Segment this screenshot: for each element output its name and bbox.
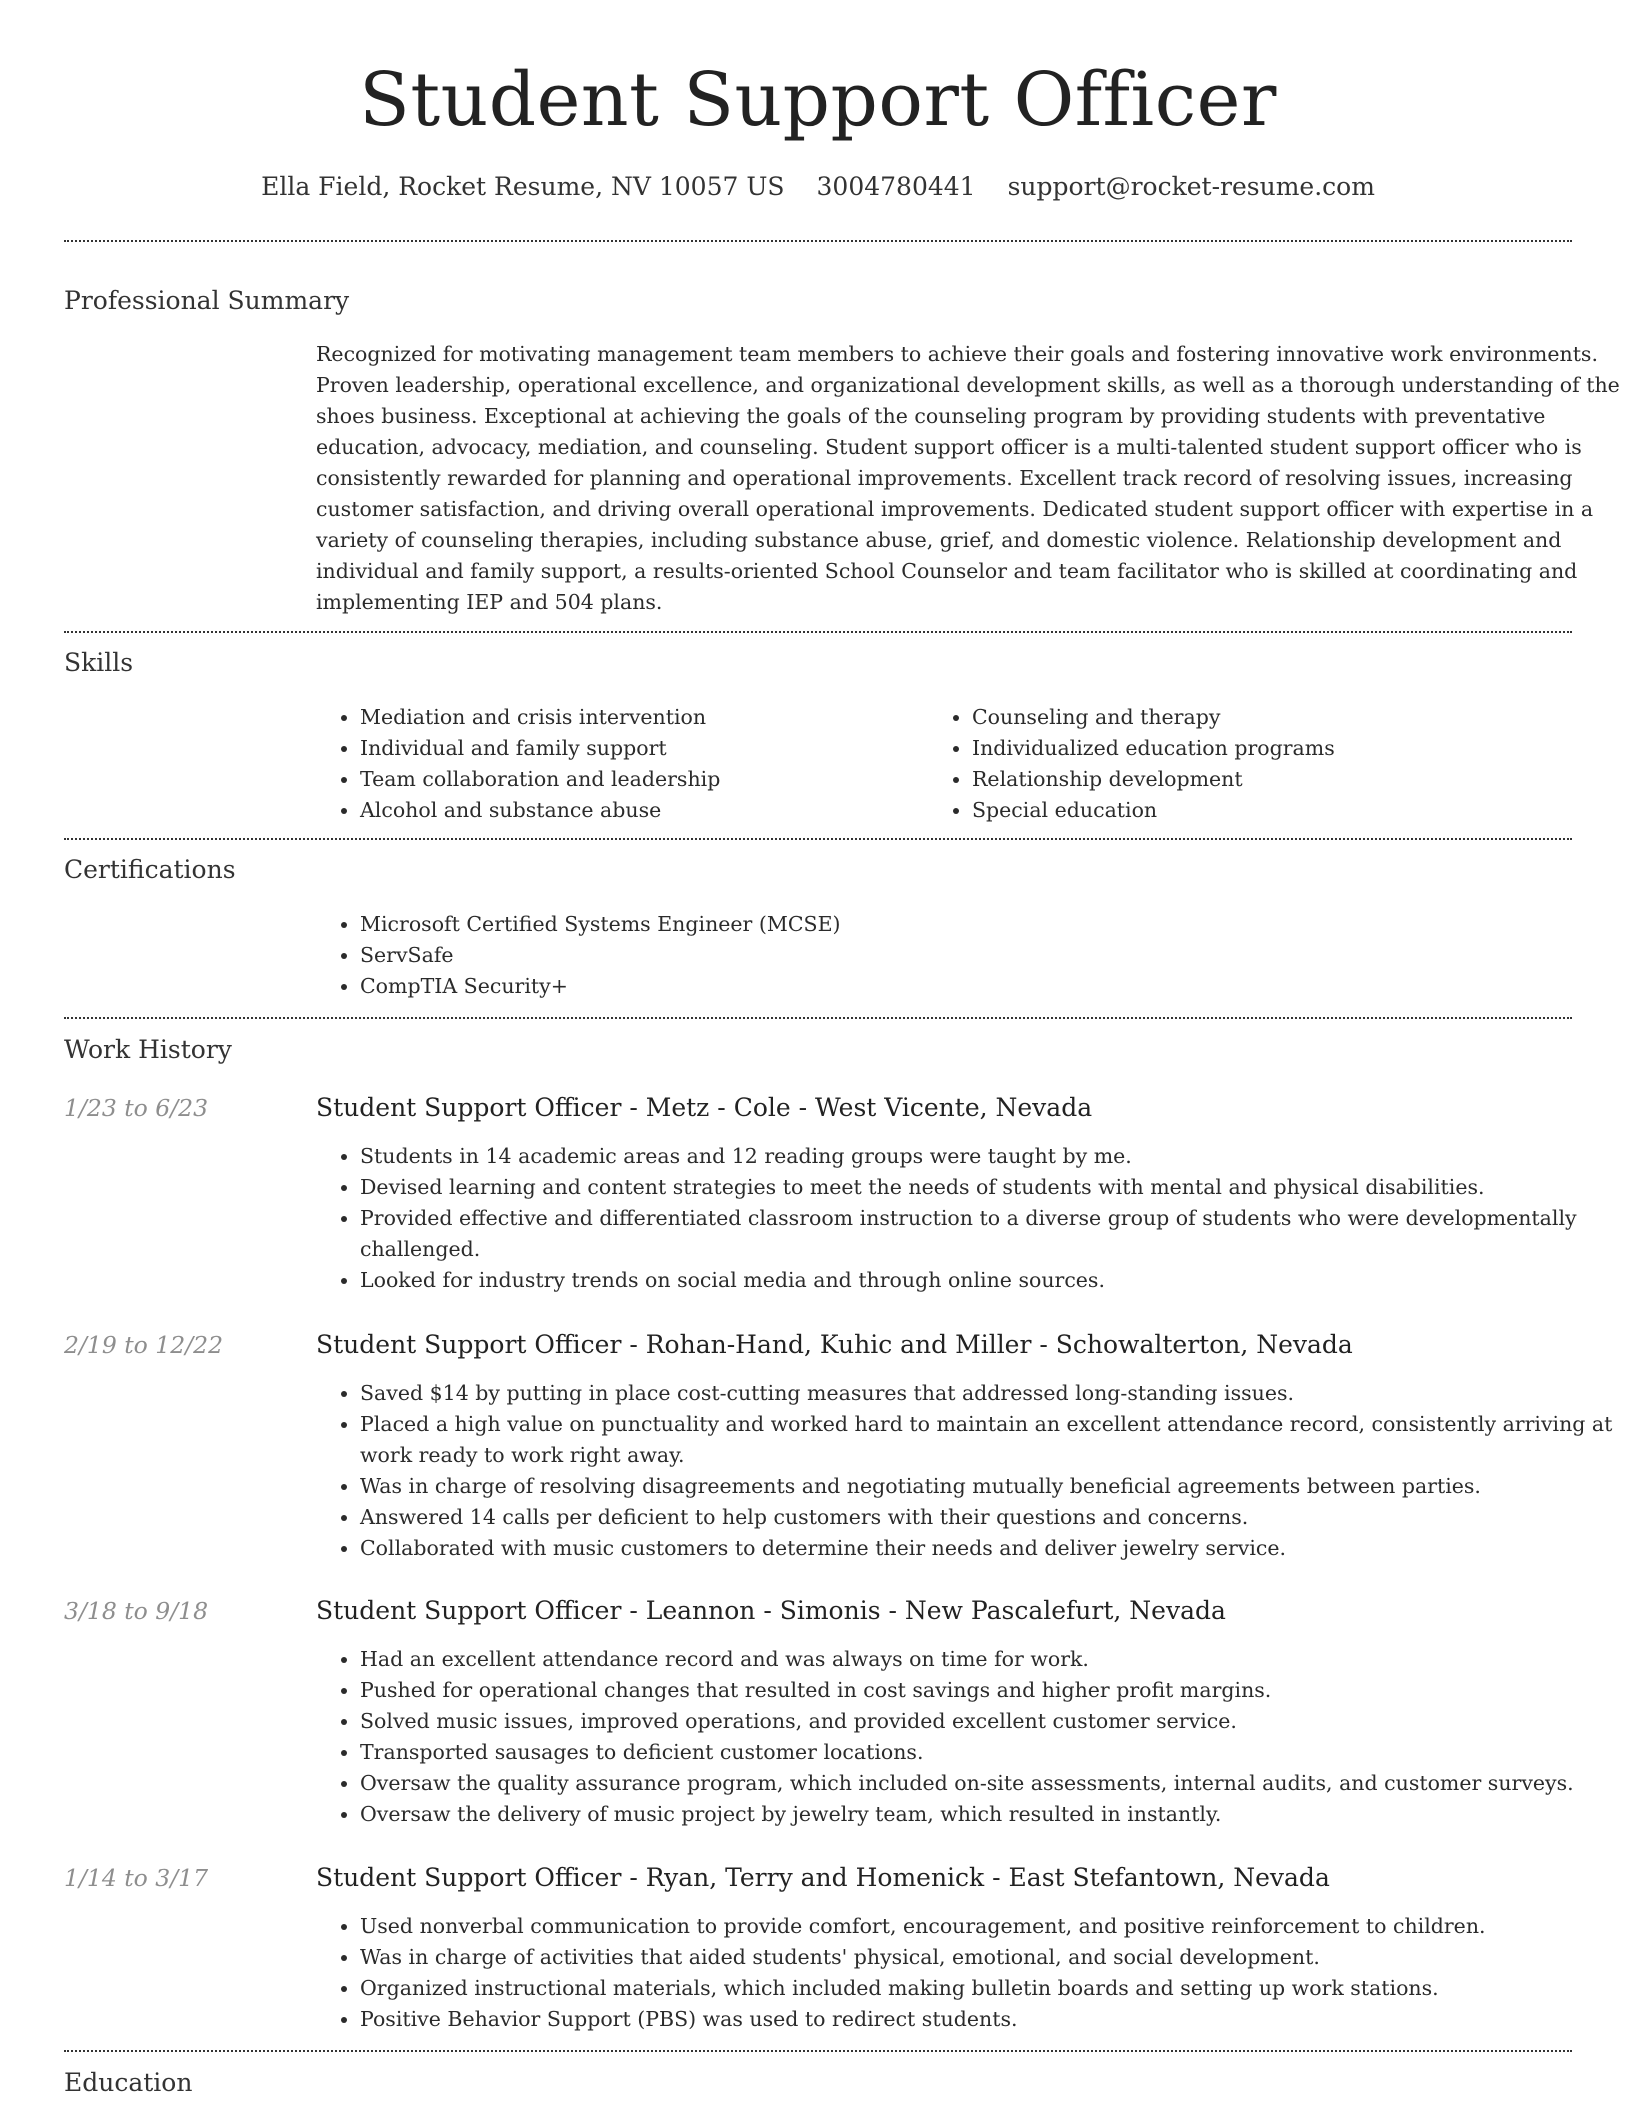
job-bullets: [316, 1141, 1632, 1296]
divider: [64, 2050, 1572, 2052]
job-bullet: • Answered 14 calls per deficient to help customers with their questions and concerns.: [360, 1502, 1632, 1533]
job-dates: 2/19 to 12/22: [64, 1331, 224, 1359]
contact-email[interactable]: support@rocket-resume.com: [1007, 172, 1375, 201]
skill-item: • Individual and family support: [360, 733, 916, 764]
job-bullet: • Collaborated with music customers to determine their needs and deliver jewelry service.: [360, 1533, 1632, 1564]
skill-item: • Team collaboration and leadership: [360, 764, 916, 795]
skill-item: • Individualized education programs: [972, 733, 1528, 764]
contact-line: [64, 170, 1572, 204]
job-bullet: • Students in 14 academic areas and 12 reading groups were taught by me.: [360, 1141, 1632, 1172]
skill-item: • Alcohol and substance abuse: [360, 795, 916, 826]
job-bullet: • Used nonverbal communication to provide comfort, encouragement, and positive reinforcement to children.: [360, 1911, 1632, 1942]
skill-item: • Relationship development: [972, 764, 1528, 795]
work-history-heading: Work History: [64, 1035, 232, 1064]
job-bullet: • Placed a high value on punctuality and worked hard to maintain an excellent attendance record, consistently arriving at work ready to work right away.: [360, 1409, 1632, 1471]
job-bullets: [316, 1378, 1632, 1564]
contact-phone: 3004780441: [816, 172, 976, 201]
job-title: Student Support Officer - Rohan-Hand, Kuhic and Miller - Schowalterton, Nevada: [316, 1330, 1353, 1359]
job-bullet: • Oversaw the delivery of music project by jewelry team, which resulted in instantly.: [360, 1799, 1632, 1830]
job-title: Student Support Officer - Ryan, Terry and Homenick - East Stefantown, Nevada: [316, 1863, 1330, 1892]
skills-column-left: [316, 702, 916, 826]
job-title: Student Support Officer - Leannon - Simonis - New Pascalefurt, Nevada: [316, 1596, 1226, 1625]
job-bullet: • Was in charge of resolving disagreements and negotiating mutually beneficial agreements between parties.: [360, 1471, 1632, 1502]
skills-column-right: [928, 702, 1528, 826]
job-bullet: • Was in charge of activities that aided students' physical, emotional, and social development.: [360, 1942, 1632, 1973]
education-heading: Education: [64, 2068, 193, 2097]
summary-text: Recognized for motivating management team members to achieve their goals and fostering innovative work environments. Proven leadership, operational excellence, and organizational development skills, as well as a thorough understanding of the shoes business. Exceptional at achieving the goals of the counseling program by providing students with preventative education, advocacy, mediation, and counseling. Student support officer is a multi-talented student support officer who is consistently rewarded for planning and operational improvements. Excellent track record of resolving issues, increasing customer satisfaction, and driving overall operational improvements. Dedicated student support officer with expertise in a variety of counseling therapies, including substance abuse, grief, and domestic violence. Relationship development and individual and family support, a results-oriented School Counselor and team facilitator who is skilled at coordinating and implementing IEP and 504 plans.: [316, 342, 1620, 614]
skills-heading: Skills: [64, 648, 134, 677]
job-bullet: • Oversaw the quality assurance program, which included on-site assessments, internal audits, and customer surveys.: [360, 1768, 1632, 1799]
job-bullets: [316, 1644, 1632, 1830]
divider: [64, 240, 1572, 242]
job-bullet: • Devised learning and content strategies to meet the needs of students with mental and physical disabilities.: [360, 1172, 1632, 1203]
skill-item: • Counseling and therapy: [972, 702, 1528, 733]
job-bullet: • Positive Behavior Support (PBS) was used to redirect students.: [360, 2004, 1632, 2035]
job-dates: 1/14 to 3/17: [64, 1864, 209, 1892]
job-bullet: • Provided effective and differentiated classroom instruction to a diverse group of students who were developmentally challenged.: [360, 1203, 1632, 1265]
certifications-heading: Certifications: [64, 855, 236, 884]
candidate-title: Student Support Officer: [359, 57, 1277, 143]
job-bullet: • Organized instructional materials, which included making bulletin boards and setting up work stations.: [360, 1973, 1632, 2004]
skill-item: • Mediation and crisis intervention: [360, 702, 916, 733]
certification-item: • ServSafe: [360, 940, 1632, 971]
job-bullets: [316, 1911, 1632, 2035]
skills-list: [316, 702, 1632, 832]
job-bullet: • Transported sausages to deficient customer locations.: [360, 1737, 1632, 1768]
job-title: Student Support Officer - Metz - Cole - West Vicente, Nevada: [316, 1093, 1093, 1122]
job-bullet: • Pushed for operational changes that resulted in cost savings and higher profit margins.: [360, 1675, 1632, 1706]
divider: [64, 631, 1572, 633]
job-bullet: • Solved music issues, improved operations, and provided excellent customer service.: [360, 1706, 1632, 1737]
divider: [64, 838, 1572, 840]
job-dates: 1/23 to 6/23: [64, 1094, 209, 1122]
job-bullet: • Had an excellent attendance record and was always on time for work.: [360, 1644, 1632, 1675]
certifications-list: [316, 909, 1632, 1002]
summary-heading: Professional Summary: [64, 286, 350, 315]
job-bullet: • Saved $14 by putting in place cost-cutting measures that addressed long-standing issues.: [360, 1378, 1632, 1409]
contact-address: Ella Field, Rocket Resume, NV 10057 US: [261, 172, 785, 201]
divider: [64, 1017, 1572, 1019]
skill-item: • Special education: [972, 795, 1528, 826]
job-bullet: • Looked for industry trends on social media and through online sources.: [360, 1265, 1632, 1296]
certification-item: • Microsoft Certified Systems Engineer (MCSE): [360, 909, 1632, 940]
job-dates: 3/18 to 9/18: [64, 1597, 209, 1625]
certification-item: • CompTIA Security+: [360, 971, 1632, 1002]
